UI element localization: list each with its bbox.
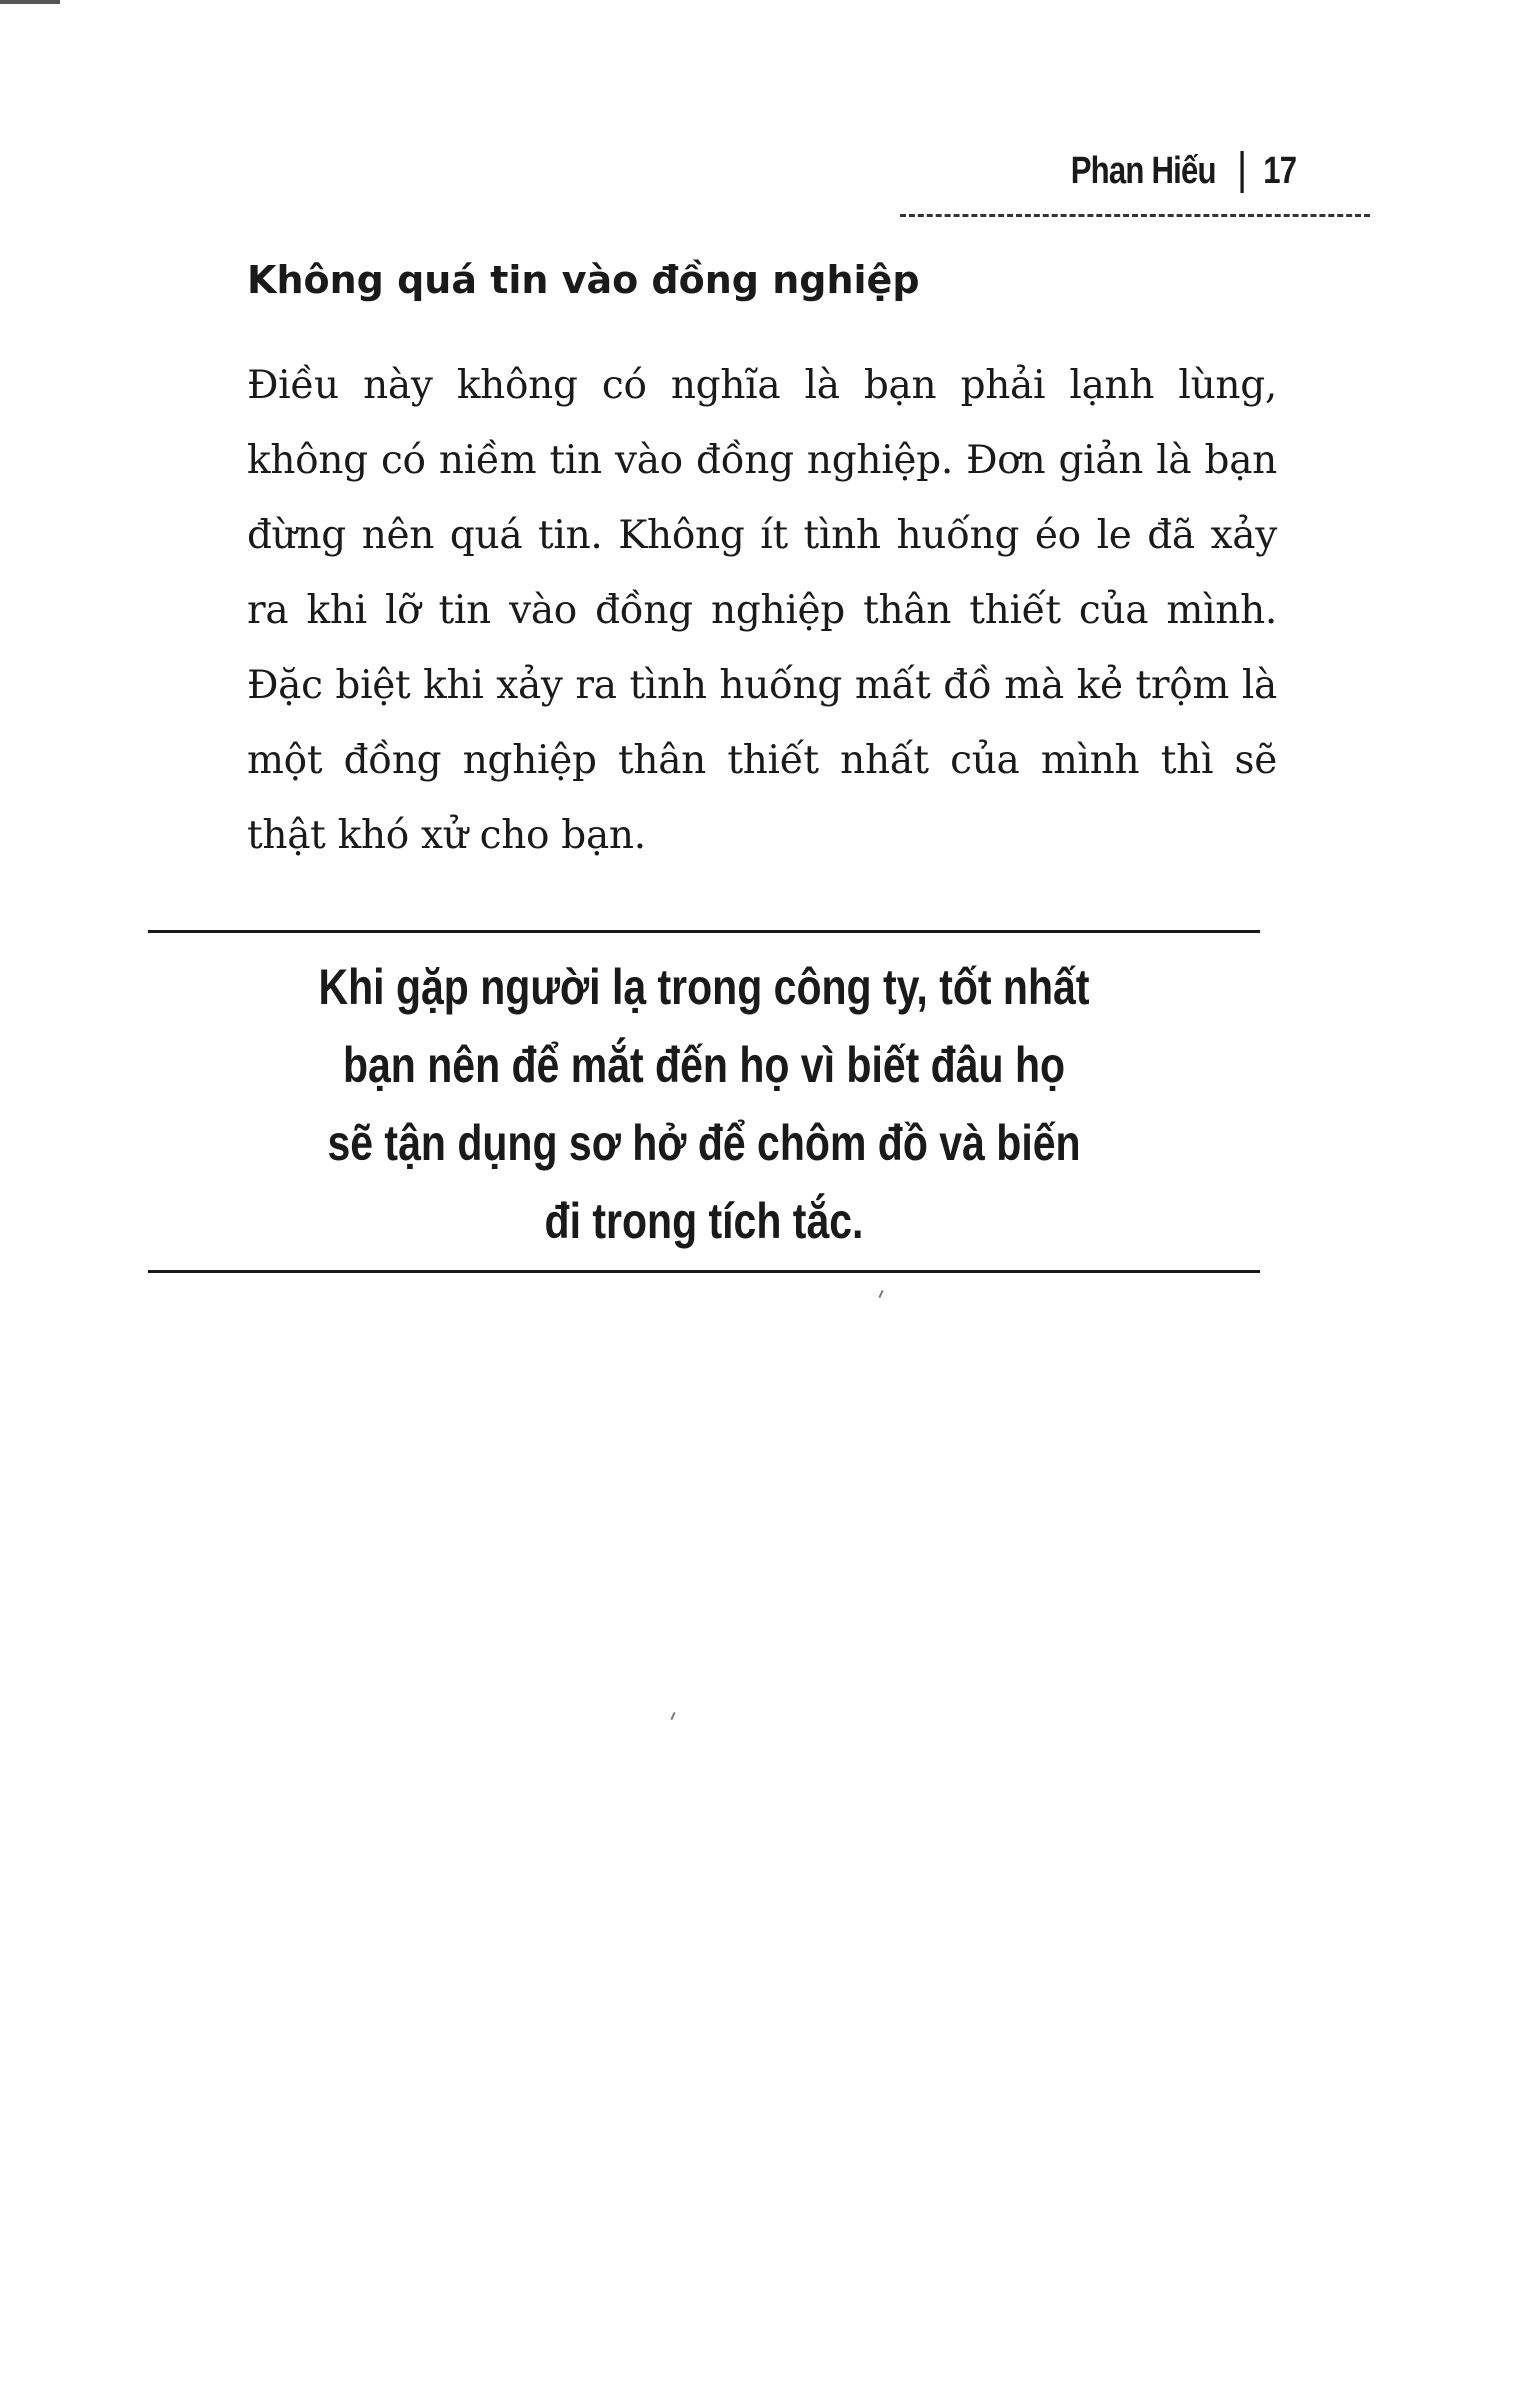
scan-speck bbox=[670, 1712, 675, 1720]
callout-line: sẽ tận dụng sơ hở để chôm đồ và biến bbox=[327, 1115, 1081, 1171]
callout-line: Khi gặp người lạ trong công ty, tốt nhất bbox=[318, 959, 1090, 1015]
page-number: 17 bbox=[1263, 150, 1297, 192]
callout-top-rule bbox=[148, 930, 1260, 933]
callout-line: đi trong tích tắc. bbox=[544, 1193, 864, 1249]
running-header bbox=[900, 150, 1370, 220]
scan-edge-mark bbox=[0, 0, 60, 4]
header-dashed-rule bbox=[900, 214, 1370, 217]
header-separator bbox=[1240, 151, 1243, 193]
scan-speck bbox=[878, 1290, 883, 1298]
section-title: Không quá tin vào đồng nghiệp bbox=[247, 258, 920, 302]
header-line bbox=[1071, 150, 1370, 193]
callout-line: bạn nên để mắt đến họ vì biết đâu họ bbox=[342, 1037, 1066, 1093]
header-author: Phan Hiếu bbox=[1070, 150, 1216, 192]
callout-bottom-rule bbox=[148, 1270, 1260, 1273]
body-paragraph: Điều này không có nghĩa là bạn phải lạnh lùng, không có niềm tin vào đồng nghiệp. Đơn giản là bạn đừng nên quá tin. Không ít tình huống éo le đã xảy ra khi lỡ tin vào đồng nghiệp thân thiết của mình. Đặc biệt khi xảy ra tình huống mất đồ mà kẻ trộm là một đồng nghiệp thân thiết nhất của mình thì sẽ thật khó xử cho bạn. bbox=[247, 363, 1277, 858]
callout-quote bbox=[148, 948, 1260, 1260]
